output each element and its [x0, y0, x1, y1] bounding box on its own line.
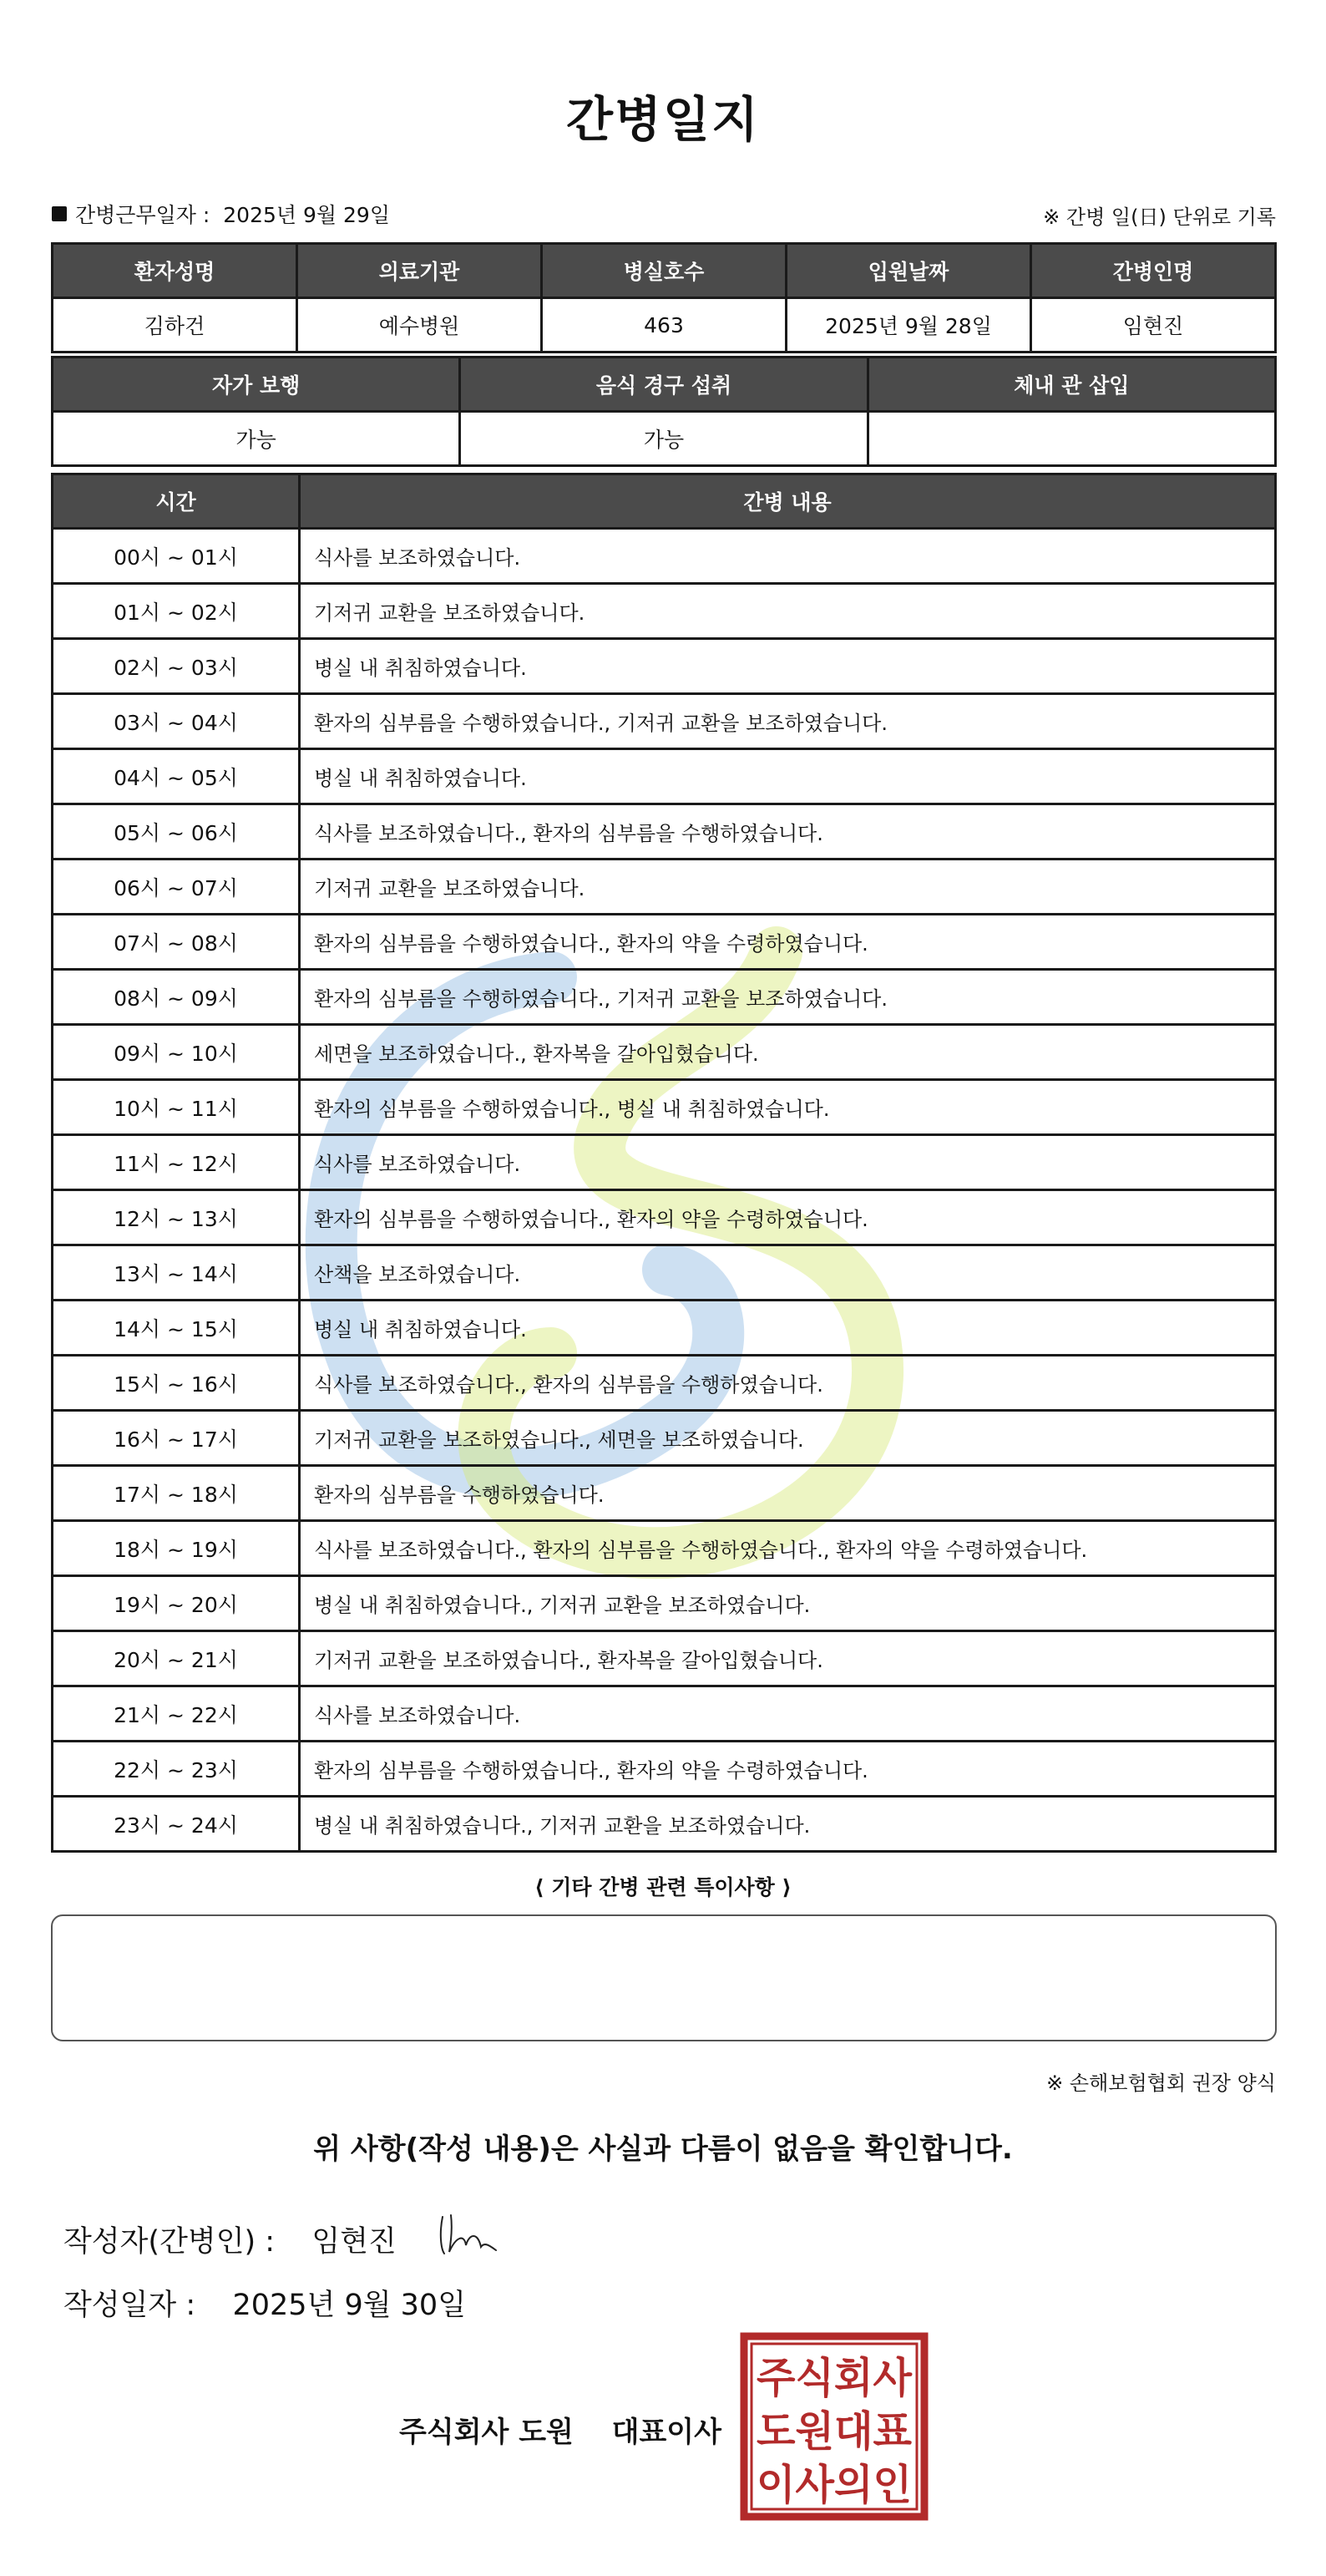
care-log-time: 19시 ~ 20시	[53, 1576, 300, 1631]
patient-name-value: 김하건	[53, 298, 297, 352]
care-log-time: 04시 ~ 05시	[53, 749, 300, 804]
care-log-time: 02시 ~ 03시	[53, 639, 300, 694]
header-admission-date: 입원날짜	[787, 244, 1031, 298]
care-log-content: 기저귀 교환을 보조하였습니다., 세면을 보조하였습니다.	[300, 1411, 1276, 1466]
care-log-row	[53, 860, 1276, 915]
care-log-time: 01시 ~ 02시	[53, 584, 300, 639]
care-log-time: 14시 ~ 15시	[53, 1301, 300, 1356]
company-seal	[740, 2332, 929, 2521]
signature-mark	[436, 2208, 503, 2259]
care-log-content: 환자의 심부름을 수행하였습니다., 환자의 약을 수령하였습니다.	[300, 1190, 1276, 1245]
status-header-row	[53, 357, 1276, 412]
writer-name: 임현진	[311, 2225, 397, 2259]
care-log-content: 식사를 보조하였습니다., 환자의 심부름을 수행하였습니다.	[300, 1356, 1276, 1411]
confirmation-statement: 위 사항(작성 내용)은 사실과 다름이 없음을 확인합니다.	[313, 2132, 1013, 2166]
remarks-input[interactable]	[51, 1914, 1277, 2041]
tube-insertion-value	[868, 412, 1275, 466]
record-unit-note: ※ 간병 일(日) 단위로 기록	[1043, 205, 1276, 229]
care-log-time: 12시 ~ 13시	[53, 1190, 300, 1245]
care-log-row	[53, 1190, 1276, 1245]
care-log-row	[53, 1631, 1276, 1686]
work-date-row	[52, 199, 390, 229]
care-log-time: 16시 ~ 17시	[53, 1411, 300, 1466]
care-log-row	[53, 1411, 1276, 1466]
care-log-row	[53, 1742, 1276, 1797]
care-log-row	[53, 1135, 1276, 1190]
care-log-row	[53, 529, 1276, 584]
written-date-row	[63, 2282, 466, 2324]
seal-text-line-3: 이사의인	[757, 2461, 912, 2509]
care-log-row	[53, 1797, 1276, 1852]
care-log-time: 08시 ~ 09시	[53, 970, 300, 1025]
care-log-content: 환자의 심부름을 수행하였습니다., 기저귀 교환을 보조하였습니다.	[300, 694, 1276, 749]
form-source-note: ※ 손해보험협회 권장 양식	[1046, 2071, 1276, 2095]
care-log-content: 기저귀 교환을 보조하였습니다., 환자복을 갈아입혔습니다.	[300, 1631, 1276, 1686]
header-tube-insertion: 체내 관 삽입	[868, 357, 1275, 412]
care-log-content: 기저귀 교환을 보조하였습니다.	[300, 584, 1276, 639]
care-log-time: 20시 ~ 21시	[53, 1631, 300, 1686]
care-log-time: 05시 ~ 06시	[53, 804, 300, 860]
remarks-title: ⟨ 기타 간병 관련 특이사항 ⟩	[534, 1875, 792, 1899]
caregiver-name-value: 임현진	[1031, 298, 1276, 352]
company-signoff	[399, 2409, 721, 2450]
seal-text-line-1: 주식회사	[757, 2354, 913, 2402]
room-number-value: 463	[542, 298, 787, 352]
care-log-row	[53, 694, 1276, 749]
care-log-row	[53, 970, 1276, 1025]
care-log-row	[53, 749, 1276, 804]
care-log-row	[53, 1466, 1276, 1521]
care-log-content: 환자의 심부름을 수행하였습니다., 환자의 약을 수령하였습니다.	[300, 1742, 1276, 1797]
self-walking-value: 가능	[53, 412, 460, 466]
care-log-time: 13시 ~ 14시	[53, 1245, 300, 1301]
care-log-time: 22시 ~ 23시	[53, 1742, 300, 1797]
square-bullet-icon	[52, 206, 67, 221]
care-log-content: 식사를 보조하였습니다.	[300, 529, 1276, 584]
care-log-row	[53, 1521, 1276, 1576]
written-date-value: 2025년 9월 30일	[232, 2289, 467, 2322]
work-date-label: 간병근무일자 :	[75, 203, 210, 227]
care-log-header-row	[53, 474, 1276, 529]
header-self-walking: 자가 보행	[53, 357, 460, 412]
header-patient-name: 환자성명	[53, 244, 297, 298]
writer-row	[63, 2219, 397, 2260]
work-date-value: 2025년 9월 29일	[223, 203, 390, 227]
care-log-content: 식사를 보조하였습니다., 환자의 심부름을 수행하였습니다.	[300, 804, 1276, 860]
care-log-time: 11시 ~ 12시	[53, 1135, 300, 1190]
care-log-row	[53, 1245, 1276, 1301]
care-log-time: 17시 ~ 18시	[53, 1466, 300, 1521]
document-title: 간병일지	[565, 91, 761, 148]
care-log-row	[53, 1080, 1276, 1135]
care-log-row	[53, 639, 1276, 694]
care-log-content: 환자의 심부름을 수행하였습니다., 환자의 약을 수령하였습니다.	[300, 915, 1276, 970]
care-log-content: 병실 내 취침하였습니다., 기저귀 교환을 보조하였습니다.	[300, 1576, 1276, 1631]
status-value-row	[53, 412, 1276, 466]
care-log-time: 15시 ~ 16시	[53, 1356, 300, 1411]
care-log-time: 07시 ~ 08시	[53, 915, 300, 970]
care-log-time: 18시 ~ 19시	[53, 1521, 300, 1576]
care-log-content: 세면을 보조하였습니다., 환자복을 갈아입혔습니다.	[300, 1025, 1276, 1080]
care-log-time: 03시 ~ 04시	[53, 694, 300, 749]
care-log-row	[53, 1576, 1276, 1631]
hospital-value: 예수병원	[297, 298, 542, 352]
oral-intake-value: 가능	[460, 412, 868, 466]
admission-date-value: 2025년 9월 28일	[787, 298, 1031, 352]
care-log-row	[53, 915, 1276, 970]
care-log-row	[53, 1301, 1276, 1356]
care-log-row	[53, 1686, 1276, 1742]
written-date-label: 작성일자 :	[63, 2289, 196, 2322]
care-log-content: 기저귀 교환을 보조하였습니다.	[300, 860, 1276, 915]
care-log-content: 병실 내 취침하였습니다., 기저귀 교환을 보조하였습니다.	[300, 1797, 1276, 1852]
care-log-row	[53, 804, 1276, 860]
care-log-row	[53, 1025, 1276, 1080]
company-name: 주식회사 도원	[399, 2416, 574, 2449]
patient-info-table	[51, 242, 1277, 353]
care-log-time: 21시 ~ 22시	[53, 1686, 300, 1742]
care-log-content: 환자의 심부름을 수행하였습니다.	[300, 1466, 1276, 1521]
status-info-table	[51, 356, 1277, 467]
care-log-content: 식사를 보조하였습니다.	[300, 1686, 1276, 1742]
care-log-time: 00시 ~ 01시	[53, 529, 300, 584]
care-log-row	[53, 584, 1276, 639]
writer-label: 작성자(간병인) :	[63, 2225, 276, 2259]
header-caregiver-name: 간병인명	[1031, 244, 1276, 298]
care-log-content: 병실 내 취침하였습니다.	[300, 639, 1276, 694]
care-log-content: 병실 내 취침하였습니다.	[300, 749, 1276, 804]
representative-title: 대표이사	[611, 2416, 721, 2449]
care-log-time: 23시 ~ 24시	[53, 1797, 300, 1852]
care-log-content: 환자의 심부름을 수행하였습니다., 병실 내 취침하였습니다.	[300, 1080, 1276, 1135]
patient-info-value-row	[53, 298, 1276, 352]
header-hospital: 의료기관	[297, 244, 542, 298]
care-log-table	[51, 473, 1277, 1853]
care-log-content: 병실 내 취침하였습니다.	[300, 1301, 1276, 1356]
care-log-content: 산책을 보조하였습니다.	[300, 1245, 1276, 1301]
header-oral-intake: 음식 경구 섭취	[460, 357, 868, 412]
care-log-row	[53, 1356, 1276, 1411]
care-log-time: 09시 ~ 10시	[53, 1025, 300, 1080]
care-log-content: 식사를 보조하였습니다.	[300, 1135, 1276, 1190]
care-log-content: 환자의 심부름을 수행하였습니다., 기저귀 교환을 보조하였습니다.	[300, 970, 1276, 1025]
header-time: 시간	[53, 474, 300, 529]
header-room-number: 병실호수	[542, 244, 787, 298]
patient-info-header-row	[53, 244, 1276, 298]
header-care-content: 간병 내용	[300, 474, 1276, 529]
care-log-content: 식사를 보조하였습니다., 환자의 심부름을 수행하였습니다., 환자의 약을 수령하였습니다.	[300, 1521, 1276, 1576]
care-log-time: 10시 ~ 11시	[53, 1080, 300, 1135]
care-log-time: 06시 ~ 07시	[53, 860, 300, 915]
seal-text-line-2: 도원대표	[757, 2407, 913, 2456]
